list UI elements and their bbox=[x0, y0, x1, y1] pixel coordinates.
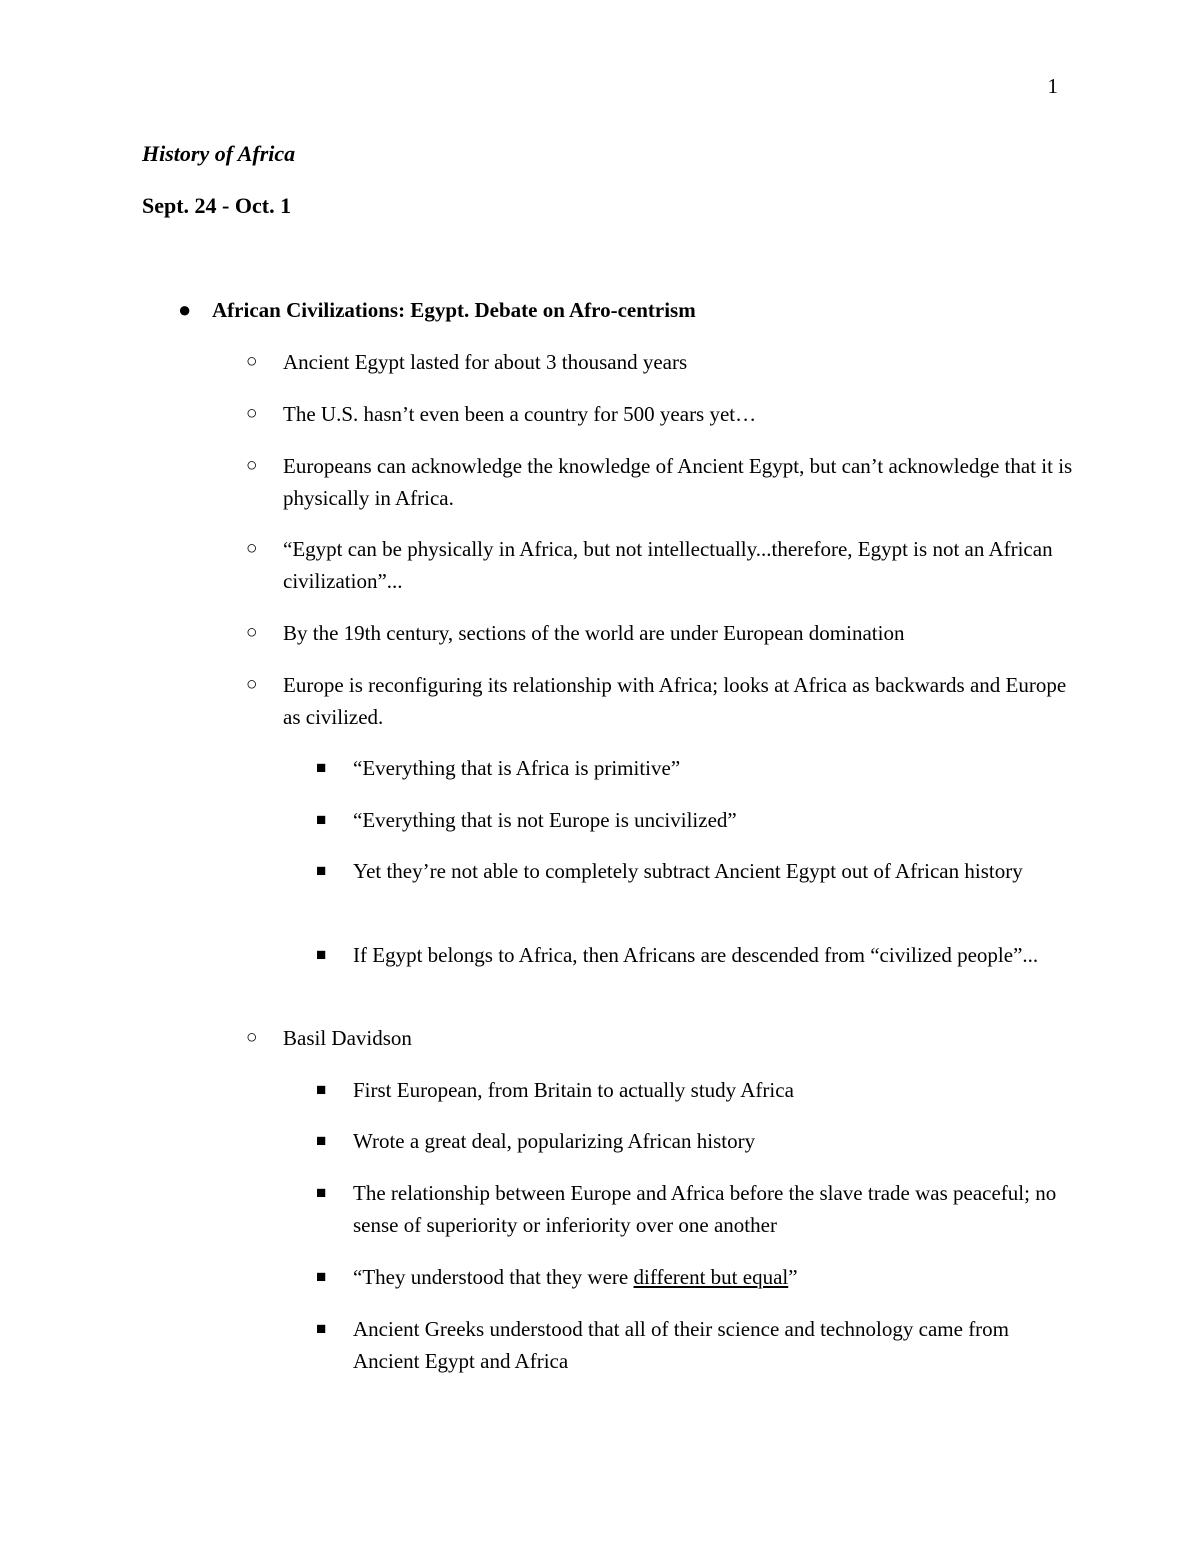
bullet-level2: ○ bbox=[246, 538, 258, 559]
bullet-level2: ○ bbox=[246, 674, 258, 695]
list-item: If Egypt belongs to Africa, then Africans are descended from “civilized people”... bbox=[353, 943, 1039, 967]
list-item: “Everything that is Africa is primitive” bbox=[353, 756, 681, 780]
list-item: The U.S. hasn’t even been a country for 500 years yet… bbox=[283, 402, 757, 426]
list-item: First European, from Britain to actually study Africa bbox=[353, 1078, 794, 1102]
list-item: Yet they’re not able to completely subtract Ancient Egypt out of African history bbox=[353, 859, 1023, 883]
bullet-level3: ■ bbox=[316, 1267, 327, 1286]
quote-suffix: ” bbox=[788, 1265, 798, 1289]
quote-prefix: “They understood that they were bbox=[353, 1265, 634, 1289]
bullet-level3: ■ bbox=[316, 758, 327, 777]
bullet-level3: ■ bbox=[316, 945, 327, 964]
bullet-level2: ○ bbox=[246, 351, 258, 372]
bullet-level2: ○ bbox=[246, 455, 258, 476]
list-item: “Everything that is not Europe is uncivilized” bbox=[353, 808, 737, 832]
list-item: Europeans can acknowledge the knowledge of Ancient Egypt, but can’t acknowledge that it is physically in Africa. bbox=[283, 454, 1073, 510]
bullet-level3: ■ bbox=[316, 1183, 327, 1202]
list-item: Ancient Greeks understood that all of their science and technology came from Ancient Egypt and Africa bbox=[353, 1317, 1010, 1373]
page-number: 1 bbox=[1047, 74, 1058, 98]
list-item: By the 19th century, sections of the world are under European domination bbox=[283, 621, 905, 645]
list-item-quote bbox=[353, 1261, 1073, 1293]
list-item: Ancient Egypt lasted for about 3 thousand years bbox=[283, 350, 688, 374]
bullet-level3: ■ bbox=[316, 1319, 327, 1338]
bullet-level3: ■ bbox=[316, 861, 327, 880]
bullet-level3: ■ bbox=[316, 1131, 327, 1150]
list-item: Basil Davidson bbox=[283, 1026, 412, 1050]
bullet-level2: ○ bbox=[246, 403, 258, 424]
bullet-level3: ■ bbox=[316, 810, 327, 829]
list-item: The relationship between Europe and Africa before the slave trade was peaceful; no sense of superiority or inferiority over one another bbox=[353, 1181, 1057, 1237]
list-item: Wrote a great deal, popularizing African history bbox=[353, 1129, 756, 1153]
bullet-level2: ○ bbox=[246, 1027, 258, 1048]
list-item: Europe is reconfiguring its relationship with Africa; looks at Africa as backwards and Europe as civilized. bbox=[283, 673, 1067, 729]
bullet-level1: ● bbox=[178, 297, 192, 322]
bullet-level3: ■ bbox=[316, 1080, 327, 1099]
section-heading: African Civilizations: Egypt. Debate on Afro-centrism bbox=[212, 298, 696, 322]
document-title: History of Africa bbox=[142, 141, 296, 166]
date-range: Sept. 24 - Oct. 1 bbox=[142, 193, 292, 218]
quote-underlined: different but equal bbox=[633, 1265, 789, 1289]
list-item: “Egypt can be physically in Africa, but not intellectually...therefore, Egypt is not an African civilization”... bbox=[283, 537, 1053, 593]
bullet-level2: ○ bbox=[246, 622, 258, 643]
